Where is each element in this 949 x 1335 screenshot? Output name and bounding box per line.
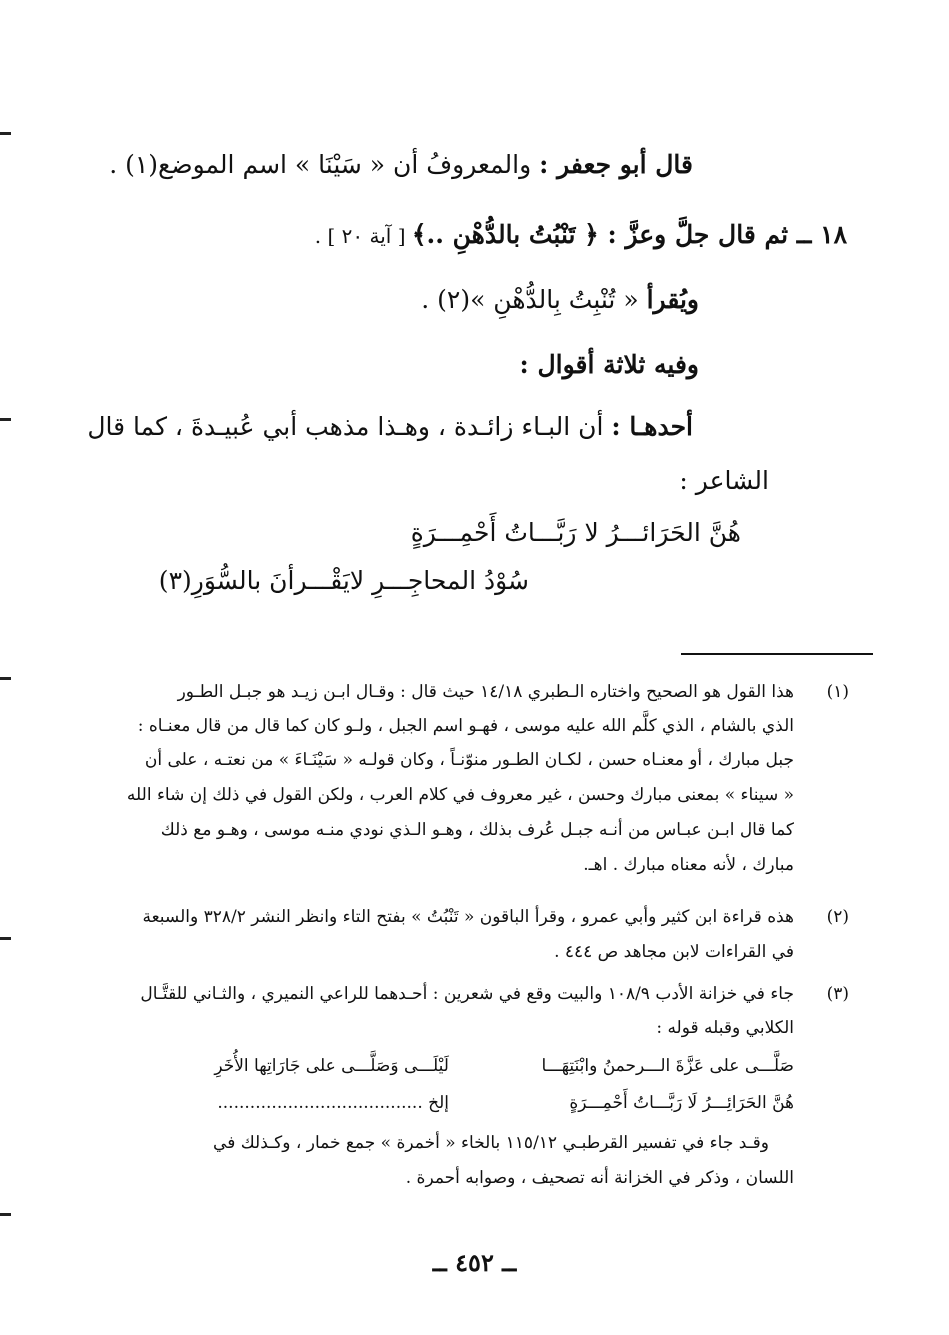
main-line-3-lead: ويُقرأ [646,285,699,314]
edge-mark [0,937,11,940]
edge-mark [0,677,11,680]
footnote-3-after-line: اللسان ، وذكر في الخزانة أنه تصحيف ، وصوابه أحمرة . [405,1168,794,1188]
main-line-1-rest: والمعروفُ أن « سَيْنَا » اسم الموضع(١) . [109,150,540,179]
footnote-3-number: (٣) [826,984,849,1004]
edge-mark [0,132,11,135]
footnote-3-after-line: وقـد جاء في تفسير القرطبـي ١١٥/١٢ بالخاء « أخمرة » جمع خمار ، وكـذلك في [213,1133,769,1153]
main-line-2-lead: ١٨ ــ ثم قال جلَّ وعزَّ : ﴿ تَنْبُتُ بالدُّهْنِ ..﴾ [411,220,847,249]
main-line-1-lead: قال أبو جعفر : [539,150,693,179]
footnote-3-verse-1-left: لَيْلَـــى وَصَلَّـــى على جَارَاتِها الأُخَرِ [214,1056,449,1076]
footnote-3-verse-1-right: صَلَّـــى على عَزَّةَ الـــرحمنُ وابْنَتِهَـــا [541,1056,794,1076]
main-line-2 [315,220,847,249]
footnote-3-verse-2-right: هُنَّ الحَرَائِـــرُ لَا رَبَّـــاتُ أَحْمِـــرَةٍ [569,1093,794,1113]
page-number: ــ ٤٥٢ ــ [432,1248,517,1277]
footnote-1-line: جبل مبارك ، أو معنـاه حسن ، لكـان الطـور منوّنـاً ، وكان قولـه « سَيْنَـاءَ » من نعتـه ، على أن [144,750,794,770]
main-line-2-rest: [ آية ٢٠ ] . [314,224,412,248]
main-line-1 [109,150,693,179]
verse-line-2: سُوْدُ المحاجِـــرِ لايَقْـــرأنَ بالسُّوَرِ(٣) [158,566,529,595]
main-line-5-rest: أن البـاء زائـدة ، وهـذا مذهب أبي عُبيـدةَ ، كما قال [87,412,612,441]
footnote-2-line: هذه قراءة ابن كثير وأبي عمرو ، وقرأ الباقون « تَنْبُتُ » بفتح التاء وانظر النشر ٣٢٨/٢ والسبعة [142,907,794,927]
footnote-1-line: كما قال ابـن عبـاس من أنـه جبـل عُرف بذلك ، وهـو الـذي نودي منـه موسى ، وهـو مع ذلك [160,820,794,840]
verse-line-1: هُنَّ الحَرَائـــرُ لا رَبَّـــاتُ أَحْمِـــرَةٍ [410,518,741,547]
footnote-3-line: جاء في خزانة الأدب ١٠٨/٩ والبيت وقع في شعرين : أحـدهما للراعي النميري ، والثـاني للقتَّـال [140,984,794,1004]
main-line-3-rest: « تُنْبِتُ بِالدُّهْنِ »(٢) . [421,285,647,314]
footnote-1-line: مبارك ، لأنه معناه مبارك . اهـ. [583,855,794,875]
edge-mark [0,1213,11,1216]
footnote-1-line: هذا القول هو الصحيح واختاره الـطبري ١٤/١٨ حيث قال : وقـال ابـن زيـد هو جبـل الطـور [177,682,794,702]
footnote-separator [681,653,873,655]
footnote-2-number: (٢) [826,907,849,927]
main-line-4: وفيه ثلاثة أقوال : [519,350,699,379]
footnote-2-line: في القراءات لابن مجاهد ص ٤٤٤ . [554,942,794,962]
footnote-1-number: (١) [826,682,849,702]
footnote-3-verse-2-left: إلخ ...................................... [217,1093,449,1113]
main-line-5 [87,412,693,441]
footnote-1-line: الذي بالشام ، الذي كلَّم الله عليه موسى ، فهـو اسم الجبل ، ولـو كان كما قال من قال معنـاه : [137,716,794,736]
main-line-5-lead: أحدهـا : [611,412,693,441]
footnote-3-line: الكلابي وقبله قوله : [656,1018,794,1038]
main-line-3 [421,285,699,314]
footnote-1-line: « سيناء » بمعنى مبارك وحسن ، غير معروف في كلام العرب ، ولكن القول في ذلك إن شاء الله [126,785,794,805]
edge-mark [0,418,11,421]
main-line-6: الشاعر : [679,466,769,495]
